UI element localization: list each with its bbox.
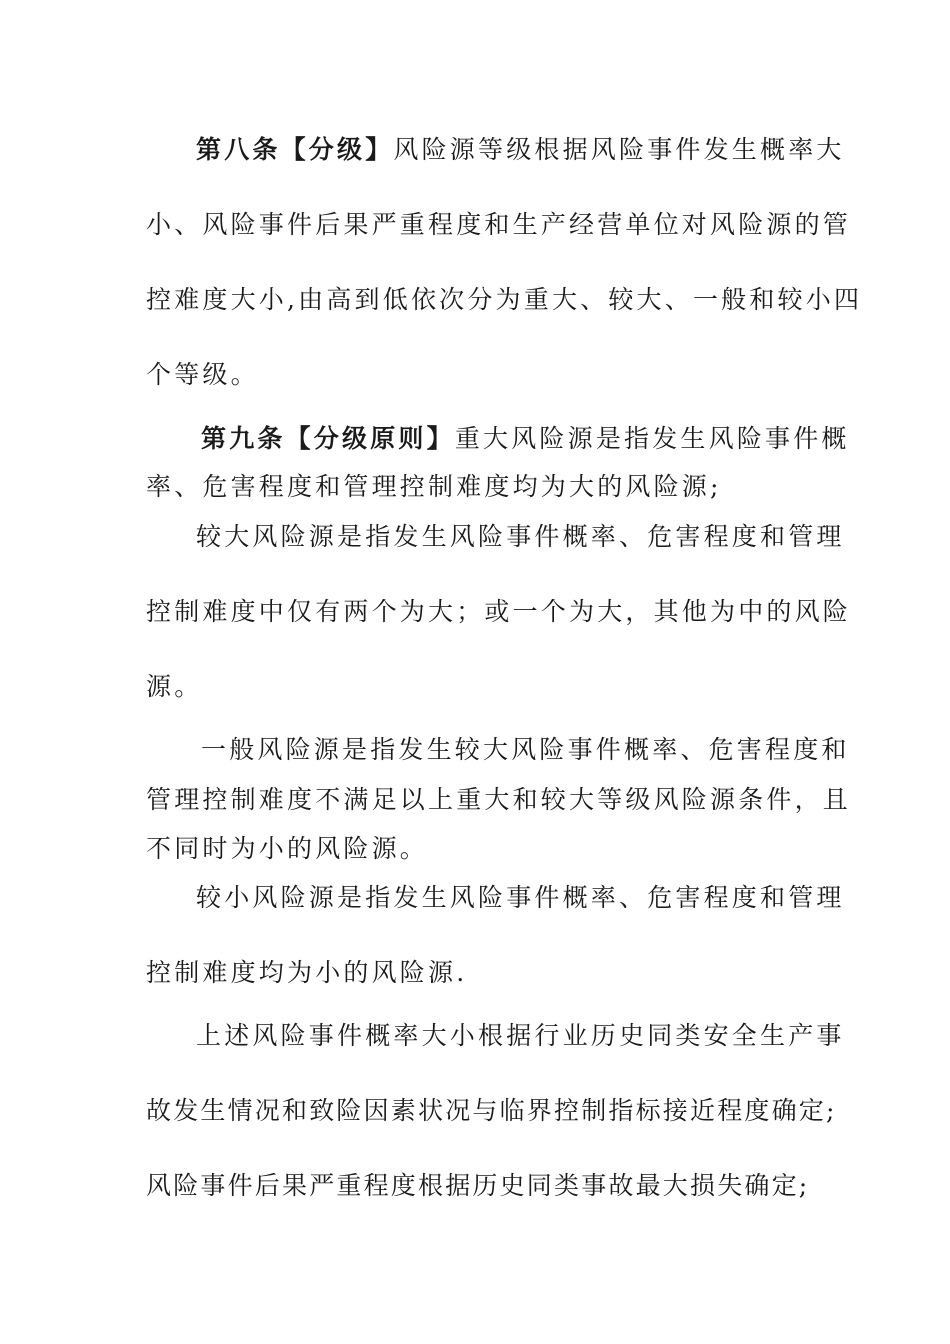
smaller-risk-line-2: 控制难度均为小的风险源.: [146, 958, 468, 987]
article-9-line-1: [201, 422, 850, 456]
article-8-line-2: 小、风险事件后果严重程度和生产经营单位对风险源的管: [146, 210, 852, 239]
article-8-text: 风险源等级根据风险事件发生概率大: [393, 135, 845, 164]
article-9-heading: 第九条【分级原则】: [201, 424, 455, 453]
general-risk-line-3: 不同时为小的风险源。: [146, 834, 429, 863]
article-9-line-2: 率、危害程度和管理控制难度均为大的风险源;: [146, 472, 722, 501]
article-8-line-1: [196, 133, 845, 167]
smaller-risk-line-1: 较小风险源是指发生风险事件概率、危害程度和管理: [196, 883, 845, 912]
basis-line-2: 故发生情况和致险因素状况与临界控制指标接近程度确定;: [146, 1096, 837, 1125]
basis-line-1: 上述风险事件概率大小根据行业历史同类安全生产事: [196, 1021, 845, 1050]
article-8-line-3: 控难度大小,由高到低依次分为重大、较大、一般和较小四: [146, 285, 863, 314]
article-8-line-4: 个等级。: [146, 360, 259, 389]
larger-risk-line-2: 控制难度中仅有两个为大；或一个为大，其他为中的风险: [146, 597, 852, 626]
basis-line-3: 风险事件后果严重程度根据历史同类事故最大损失确定;: [146, 1171, 810, 1200]
article-9-text: 重大风险源是指发生风险事件概: [454, 424, 850, 453]
article-8-heading: 第八条【分级】: [196, 135, 394, 164]
larger-risk-line-3: 源。: [146, 672, 203, 701]
general-risk-line-2: 管理控制难度不满足以上重大和较大等级风险源条件，且: [146, 785, 852, 814]
larger-risk-line-1: 较大风险源是指发生风险事件概率、危害程度和管理: [196, 522, 845, 551]
general-risk-line-1: 一般风险源是指发生较大风险事件概率、危害程度和: [201, 735, 850, 764]
